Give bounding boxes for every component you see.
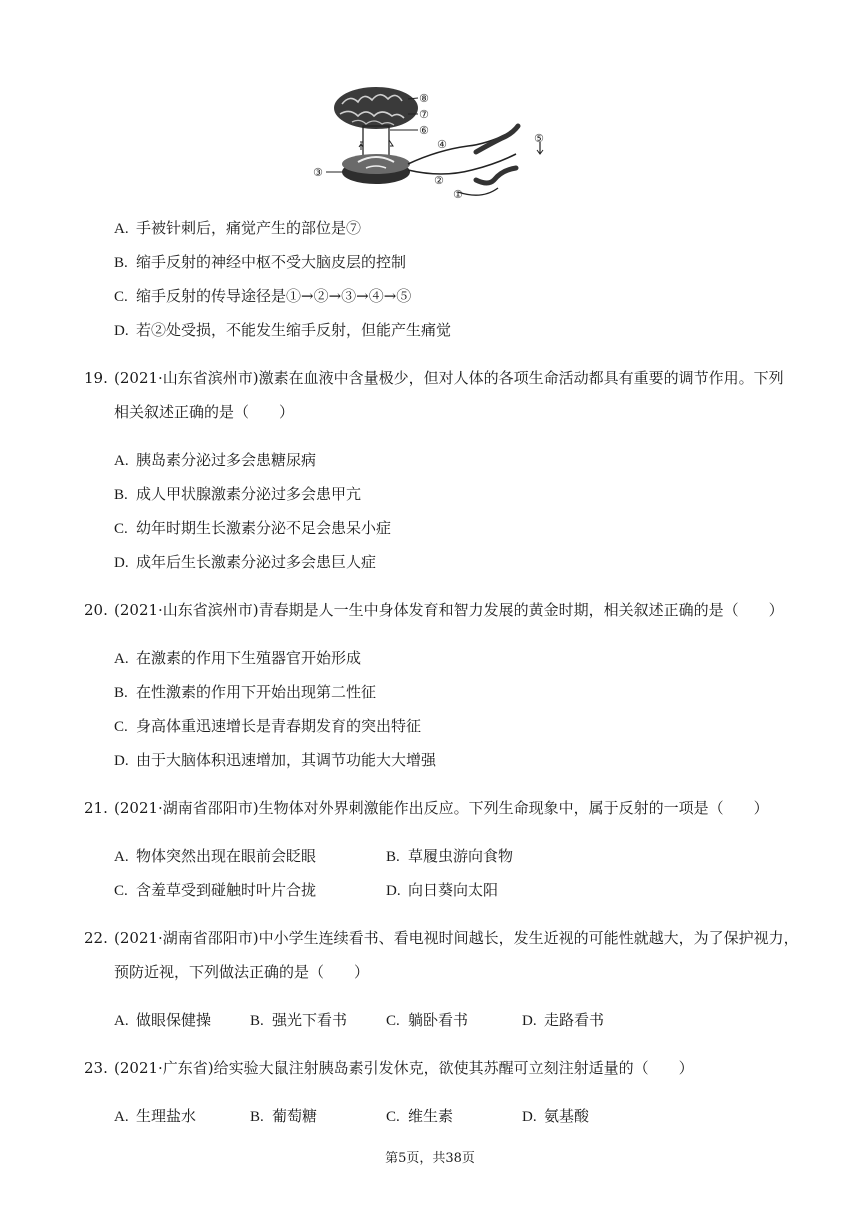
spinal-cord-drawing	[342, 154, 410, 184]
q20-option-d: D. 由于大脑体积迅速增加，其调节功能大大增强	[114, 751, 437, 769]
q18-option-b: B. 缩手反射的神经中枢不受大脑皮层的控制	[114, 253, 407, 271]
label-8: ⑧	[419, 92, 429, 105]
q20-option-a: A. 在激素的作用下生殖器官开始形成	[114, 649, 362, 667]
q22-option-a: A. 做眼保健操	[114, 1011, 212, 1029]
q22-stem-line1: (2021·湖南省邵阳市)中小学生连续看书、看电视时间越长，发生近视的可能性就越大，为了保护视力，	[114, 929, 799, 947]
arm-drawing	[458, 126, 518, 195]
brain-drawing	[334, 87, 418, 129]
q21-option-a: A. 物体突然出现在眼前会眨眼	[114, 847, 317, 865]
q21-option-c: C. 含羞草受到碰触时叶片合拢	[114, 881, 317, 899]
q18-option-c: C. 缩手反射的传导途径是①→②→③→④→⑤	[114, 287, 412, 305]
label-4: ④	[437, 138, 447, 151]
q19-option-d: D. 成年后生长激素分泌过多会患巨人症	[114, 553, 377, 571]
q21-option-d: D. 向日葵向太阳	[386, 881, 499, 899]
label-6: ⑥	[419, 124, 429, 137]
q21-number: 21.	[84, 799, 108, 817]
q23-option-c: C. 维生素	[386, 1107, 454, 1125]
q19-option-b: B. 成人甲状腺激素分泌过多会患甲亢	[114, 485, 362, 503]
q22-option-b: B. 强光下看书	[250, 1011, 348, 1029]
q23-option-d: D. 氨基酸	[522, 1107, 590, 1125]
q18-option-a: A. 手被针刺后，痛觉产生的部位是⑦	[114, 219, 362, 237]
q20-option-b: B. 在性激素的作用下开始出现第二性征	[114, 683, 377, 701]
q22-stem-line2: 预防近视，下列做法正确的是（ ）	[114, 963, 370, 981]
reflex-arc-figure	[308, 84, 558, 212]
q19-option-a: A. 胰岛素分泌过多会患糖尿病	[114, 451, 317, 469]
q21-option-b: B. 草履虫游向食物	[386, 847, 514, 865]
q23-stem-line1: (2021·广东省)给实验大鼠注射胰岛素引发休克，欲使其苏醒可立刻注射适量的（ ）	[114, 1059, 694, 1077]
q20-option-c: C. 身高体重迅速增长是青春期发育的突出特征	[114, 717, 422, 735]
label-5: ⑤	[534, 132, 544, 145]
label-3: ③	[313, 166, 323, 179]
q21-stem-line1: (2021·湖南省邵阳市)生物体对外界刺激能作出反应。下列生命现象中，属于反射的一项是（ ）	[114, 799, 769, 817]
q23-option-b: B. 葡萄糖	[250, 1107, 318, 1125]
reflex-arc-illustration	[308, 84, 558, 212]
label-7: ⑦	[419, 108, 429, 121]
page-footer: 第5页，共38页	[385, 1151, 475, 1166]
q22-number: 22.	[84, 929, 108, 947]
q19-stem-line2: 相关叙述正确的是（ ）	[114, 403, 295, 421]
label-1: ①	[453, 188, 463, 201]
q23-number: 23.	[84, 1059, 108, 1077]
q19-stem-line1: (2021·山东省滨州市)激素在血液中含量极少，但对人体的各项生命活动都具有重要的调节作用。下列	[114, 369, 784, 387]
q19-option-c: C. 幼年时期生长激素分泌不足会患呆小症	[114, 519, 392, 537]
q19-number: 19.	[84, 369, 108, 387]
q20-number: 20.	[84, 601, 108, 619]
q20-stem-line1: (2021·山东省滨州市)青春期是人一生中身体发育和智力发展的黄金时期，相关叙述正确的是（ ）	[114, 601, 784, 619]
q23-option-a: A. 生理盐水	[114, 1107, 197, 1125]
q22-option-d: D. 走路看书	[522, 1011, 605, 1029]
q18-option-d: D. 若②处受损，不能发生缩手反射，但能产生痛觉	[114, 321, 452, 339]
label-2: ②	[434, 174, 444, 187]
q22-option-c: C. 躺卧看书	[386, 1011, 469, 1029]
